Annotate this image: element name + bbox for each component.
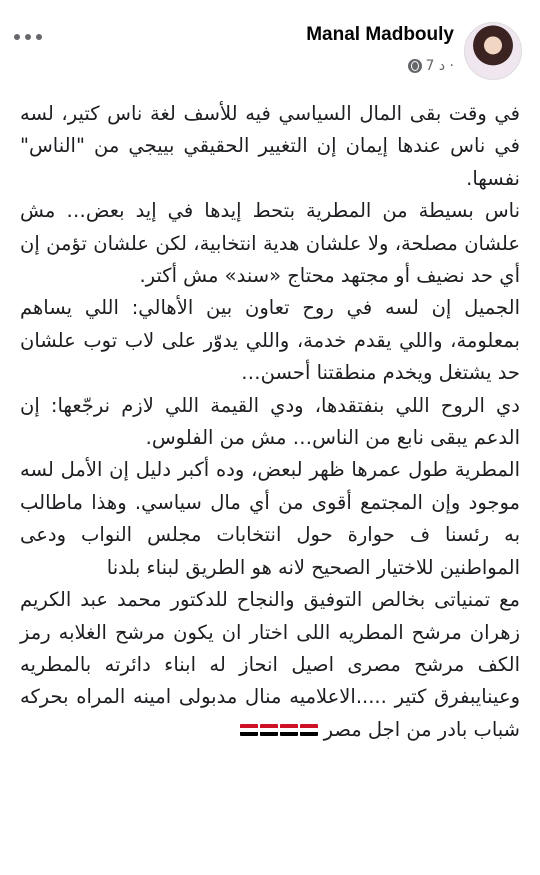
- globe-icon: [408, 59, 422, 73]
- dot: [36, 34, 42, 40]
- post-paragraph: المطرية طول عمرها ظهر لبعض، وده أكبر دليل إن الأمل لسه موجود وإن المجتمع أقوى من أي مال سياسي. وهذا ماطالب به رئسنا ف حوارة حول انتخابات مجلس النواب ودعى المواطنين للاختيار الصحيح لانه هو الطريق لبناء بلدنا: [20, 458, 520, 579]
- post-time[interactable]: 7 د ·: [425, 58, 454, 74]
- egypt-flag-icon: [300, 724, 318, 736]
- post-paragraph: الجميل إن لسه في روح تعاون بين الأهالي: اللي يساهم بمعلومة، واللي يقدم خدمة، واللي يدوّر على لاب توب علشان حد يشتغل ويخدم منطقتنا أحسن…: [20, 296, 520, 385]
- post-paragraph-text: مع تمنياتى بخالص التوفيق والنجاح للدكتور محمد عبد الكريم زهران مرشح المطريه اللى اختار ان يكون مرشح الغلابه رمز الكف مرشح مصرى اصيل انحاز له ابناء دائرته بالمطريه وعينايبفرق كتير .....الاعلاميه منال مدبولى امينه المراه بحركه شباب بادر من اجل مصر: [20, 588, 520, 741]
- egypt-flag-icon: [260, 724, 278, 736]
- flags-group: [240, 724, 318, 736]
- post-paragraph: ناس بسيطة من المطرية بتحط إيدها في إيد بعض… مش علشان مصلحة، ولا علشان هدية انتخابية، لكن علشان تؤمن إن أي حد نضيف أو مجتهد محتاج «سند» مش أكتر.: [20, 199, 520, 288]
- avatar[interactable]: [464, 22, 522, 80]
- post-header: [0, 18, 540, 82]
- egypt-flag-icon: [240, 724, 258, 736]
- post-body: [20, 98, 520, 746]
- post-meta: [408, 58, 455, 74]
- post-paragraph: دي الروح اللي بنفتقدها، ودي القيمة اللي لازم نرجّعها: إن الدعم يبقى نابع من الناس… مش من الفلوس.: [20, 393, 520, 450]
- author-name[interactable]: Manal Madbouly: [306, 24, 454, 45]
- egypt-flag-icon: [280, 724, 298, 736]
- more-options-icon[interactable]: [14, 28, 48, 46]
- dot: [25, 34, 31, 40]
- post-paragraph: في وقت بقى المال السياسي فيه للأسف لغة ناس كتير، لسه في ناس عندها إيمان إن التغيير الحقيقي بييجي من "الناس" نفسها.: [20, 102, 520, 190]
- post-paragraph: [20, 584, 520, 746]
- dot: [14, 34, 20, 40]
